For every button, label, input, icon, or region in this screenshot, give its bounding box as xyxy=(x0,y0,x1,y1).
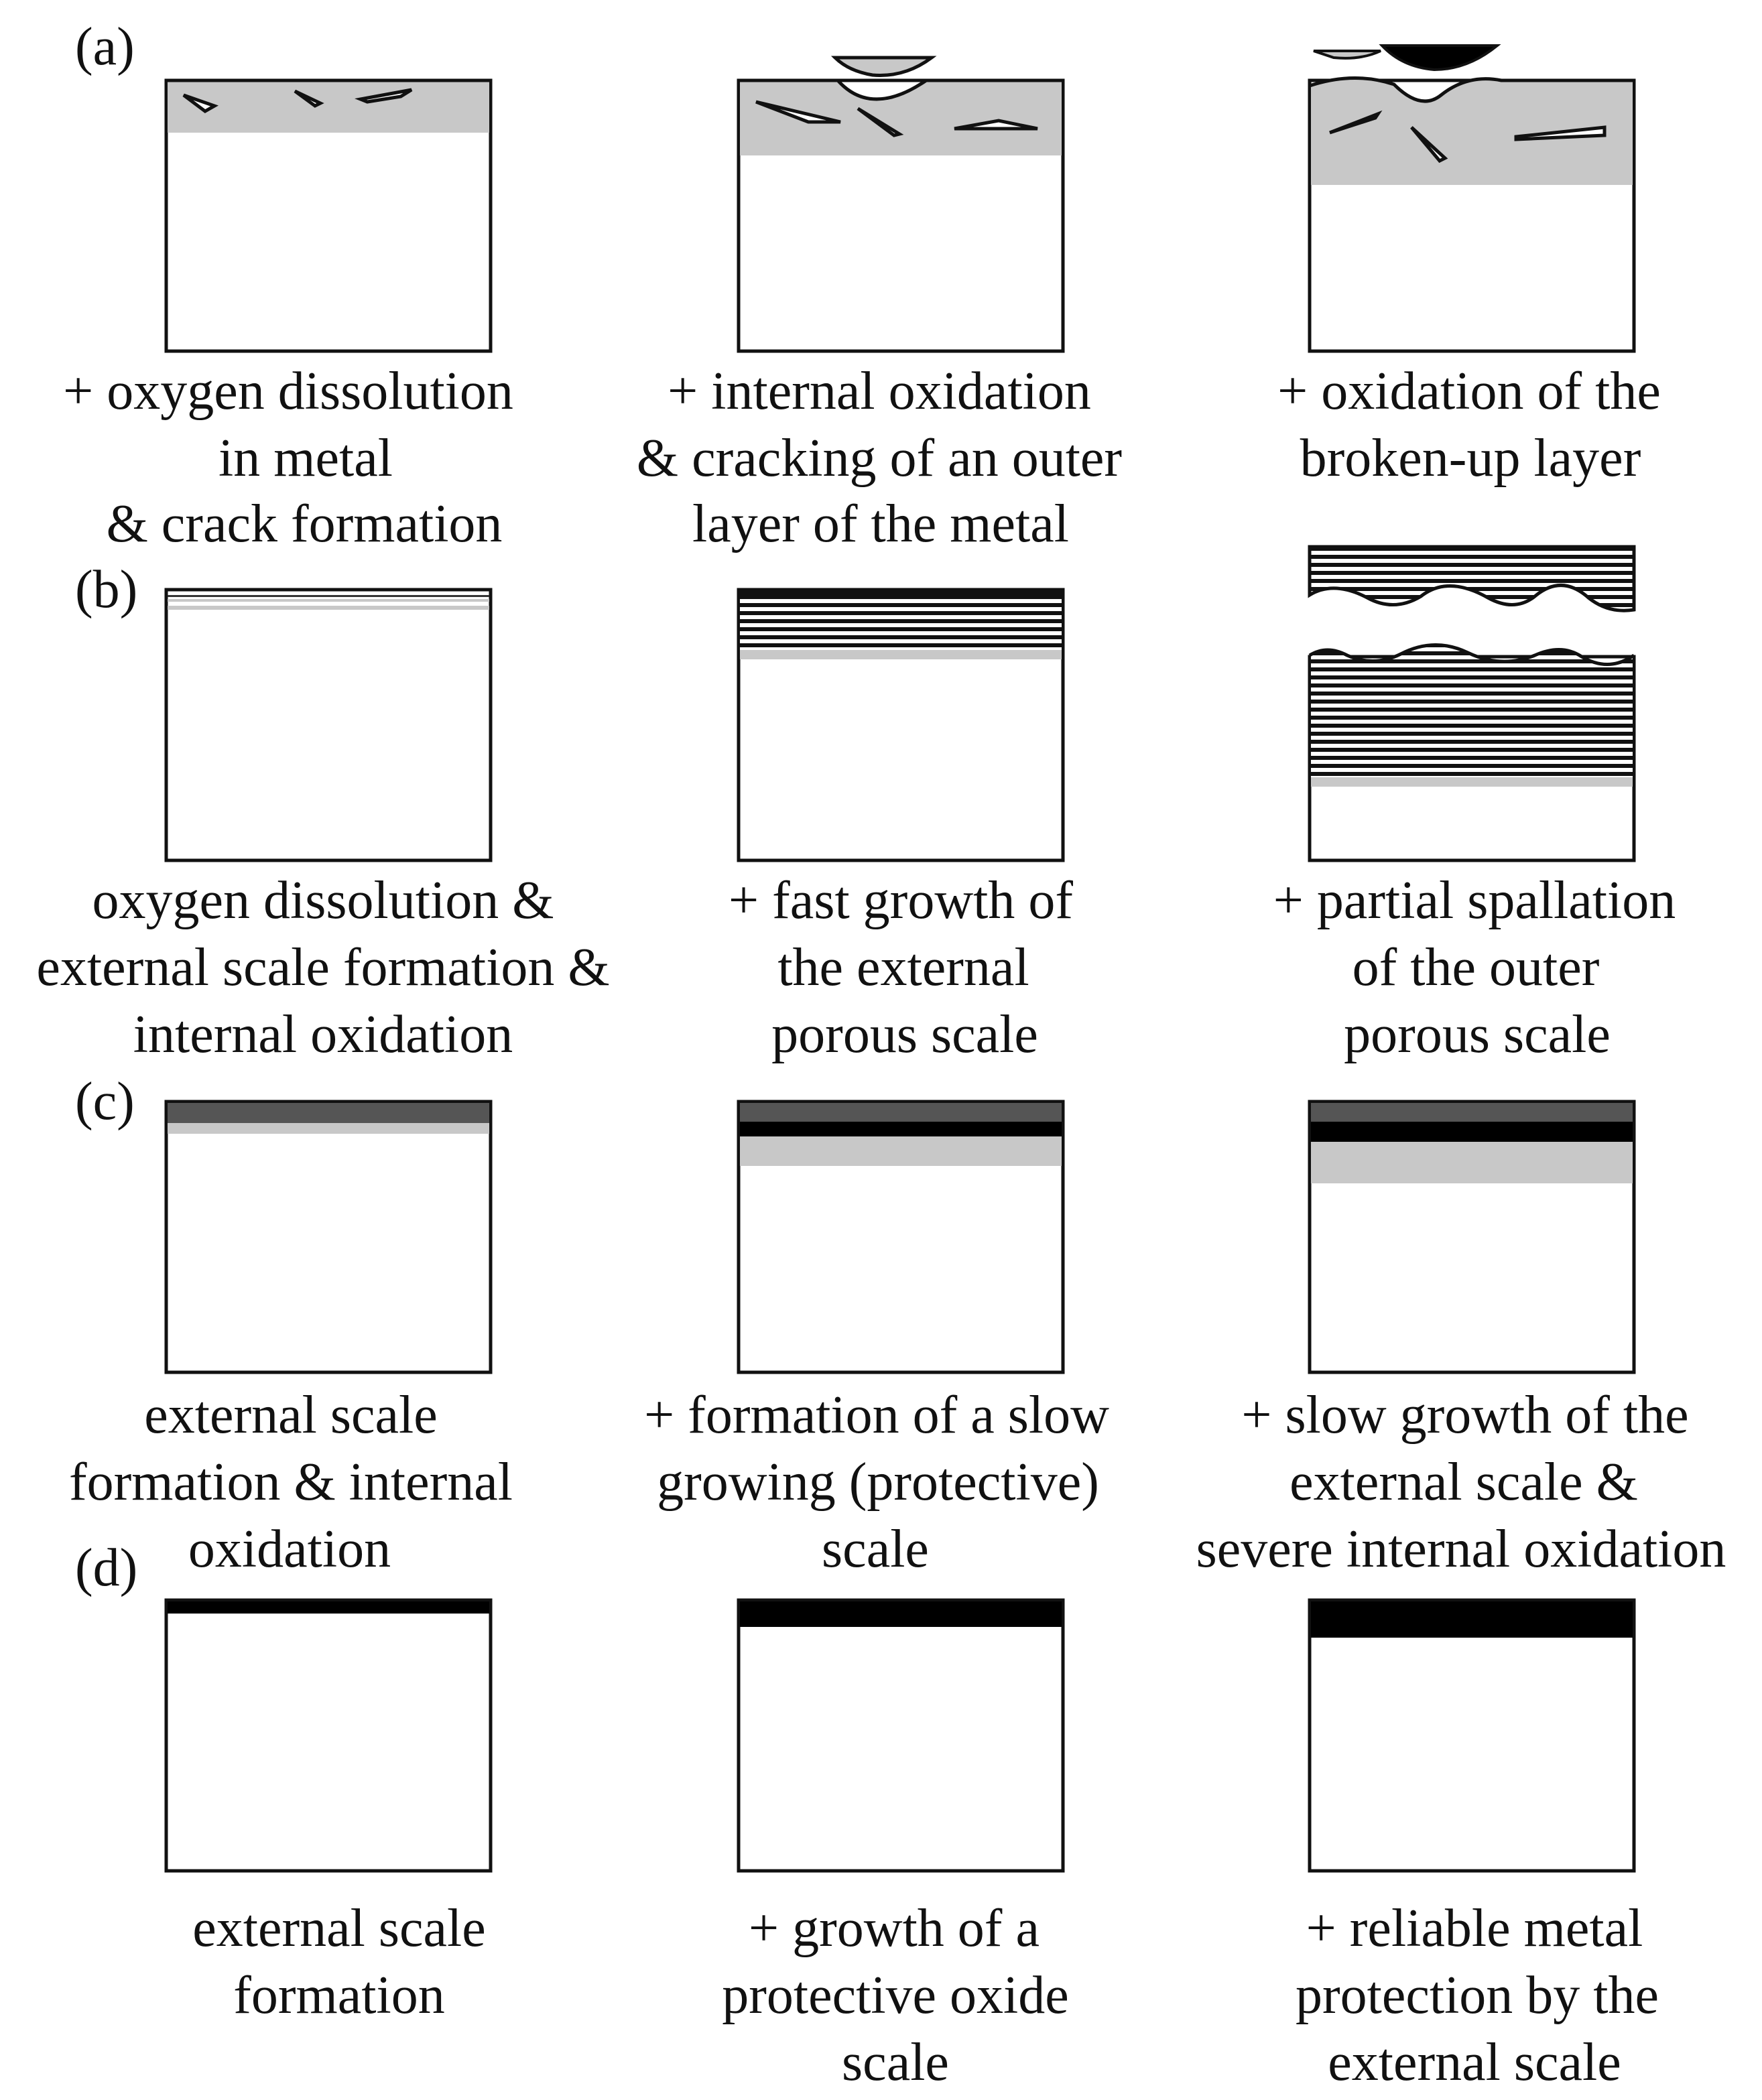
panel-b1 xyxy=(166,590,491,860)
caption-b1-line3: internal oxidation xyxy=(133,1005,513,1064)
panel-c2 xyxy=(739,1102,1063,1372)
row-label-b: (b) xyxy=(75,560,138,619)
caption-c1-line3: oxidation xyxy=(188,1520,391,1579)
panel-c3 xyxy=(1310,1102,1634,1372)
caption-b3-line1: + partial spallation xyxy=(1273,871,1676,930)
panel-b3 xyxy=(1310,547,1634,860)
caption-c3-line1: + slow growth of the xyxy=(1241,1386,1689,1445)
caption-b3-line3: porous scale xyxy=(1344,1005,1611,1064)
caption-c3-line2: external scale & xyxy=(1289,1453,1638,1512)
caption-a2-line2: & cracking of an outer xyxy=(636,429,1123,488)
caption-c2-line2: growing (protective) xyxy=(657,1453,1099,1512)
caption-a3-line2: broken-up layer xyxy=(1300,429,1641,488)
caption-d2-line1: + growth of a xyxy=(749,1899,1040,1958)
caption-a1-line3: & crack formation xyxy=(106,495,503,553)
caption-b2-line2: the external xyxy=(777,938,1029,997)
panel-c1 xyxy=(166,1102,491,1372)
caption-c3-line3: severe internal oxidation xyxy=(1196,1520,1726,1579)
caption-a1-line2: in metal xyxy=(218,429,393,488)
panel-b2 xyxy=(739,590,1063,860)
caption-c1-line1: external scale xyxy=(144,1386,438,1445)
caption-d2-line2: protective oxide xyxy=(722,1966,1069,2025)
panel-d1 xyxy=(166,1600,491,1871)
spalled-fragment xyxy=(1314,51,1381,58)
caption-b1-line2: external scale formation & xyxy=(36,938,610,997)
panel-d2 xyxy=(739,1600,1063,1871)
spalled-oxide-fragment xyxy=(1382,46,1497,70)
caption-b2-line3: porous scale xyxy=(771,1005,1038,1064)
caption-d1-line1: external scale xyxy=(192,1899,486,1958)
caption-c1-line2: formation & internal xyxy=(68,1453,513,1512)
caption-b1-line1: oxygen dissolution & xyxy=(92,871,554,930)
caption-b2-line1: + fast growth of xyxy=(729,871,1073,930)
panel-d3 xyxy=(1310,1600,1634,1871)
spalled-fragment xyxy=(835,58,932,75)
caption-a2-line1: + internal oxidation xyxy=(668,362,1091,421)
caption-d3-line2: protection by the xyxy=(1295,1966,1659,2025)
caption-d1-line2: formation xyxy=(233,1966,445,2025)
caption-c2-line3: scale xyxy=(822,1520,929,1579)
spalled-porous-scale xyxy=(1310,547,1634,610)
caption-a1-line1: + oxygen dissolution xyxy=(63,362,513,421)
caption-d3-line1: + reliable metal xyxy=(1306,1899,1643,1958)
panel-a2 xyxy=(739,58,1063,351)
caption-a2-line3: layer of the metal xyxy=(692,495,1069,553)
caption-d3-line3: external scale xyxy=(1328,2033,1621,2092)
caption-b3-line2: of the outer xyxy=(1352,938,1600,997)
caption-a3-line1: + oxidation of the xyxy=(1277,362,1661,421)
row-label-d: (d) xyxy=(75,1538,138,1597)
panel-a3 xyxy=(1310,46,1634,351)
caption-c2-line1: + formation of a slow xyxy=(644,1386,1109,1445)
row-label-c: (c) xyxy=(75,1072,135,1131)
caption-d2-line3: scale xyxy=(842,2033,949,2092)
panel-a1 xyxy=(166,80,491,351)
row-label-a: (a) xyxy=(75,17,135,76)
